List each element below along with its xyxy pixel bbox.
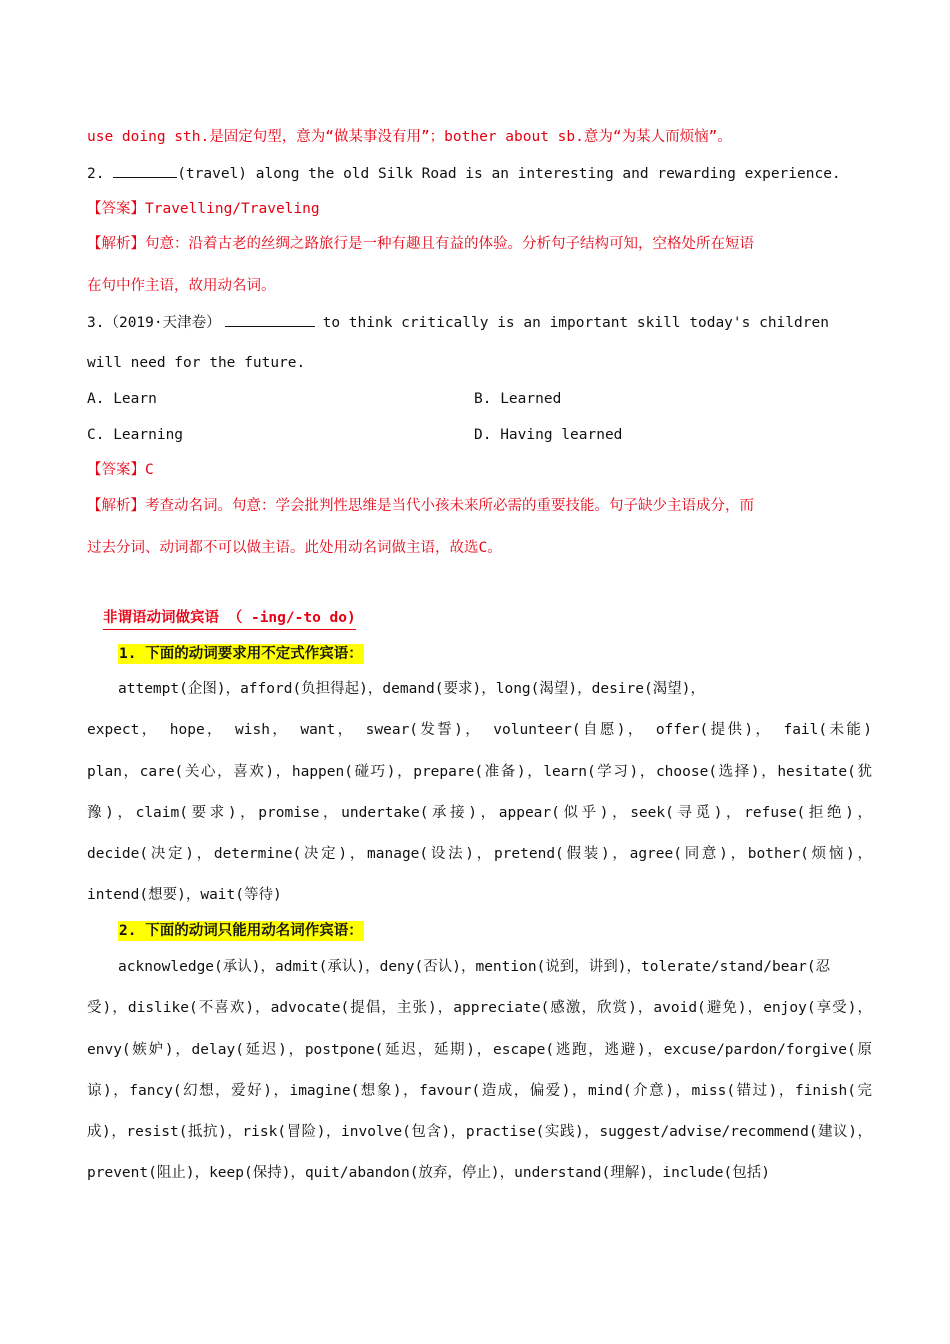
question-3 xyxy=(87,312,872,334)
q1-analysis-tail: use doing sth.是固定句型，意为“做某事没有用”；bother about sb.意为“为某人而烦恼”。 xyxy=(87,129,732,145)
subheading-gerund: 2. 下面的动词只能用动名词作宾语： xyxy=(119,923,363,939)
q2-analysis-line-2: 在句中作主语，故用动名词。 xyxy=(87,278,276,294)
q3-text: to think critically is an important skill today's children xyxy=(322,315,829,331)
q3-blank xyxy=(225,312,315,327)
gerund-verbs-line-2: 受)，dislike(不喜欢)，advocate(提倡，主张)，appreciate(感激，欣赏)，avoid(避免)，enjoy(享受)， xyxy=(87,1000,872,1016)
q2-number: 2. xyxy=(87,166,105,182)
q2-blank xyxy=(113,163,177,178)
subheading-infinitive: 1. 下面的动词要求用不定式作宾语： xyxy=(119,646,363,662)
gerund-verbs-line-3: envy(嫉妒)，delay(延迟)，postpone(延迟，延期)，escape(逃跑，逃避)，excuse/pardon/forgive(原 xyxy=(87,1042,872,1058)
infinitive-verbs-line-1: attempt(企图)，afford(负担得起)，demand(要求)，long(渴望)，desire(渴望)， xyxy=(118,681,705,697)
q3-option-c: C. Learning xyxy=(87,427,184,443)
q3-answer: 【答案】C xyxy=(87,462,154,478)
q3-number: 3.（2019·天津卷） xyxy=(87,315,221,331)
infinitive-verbs-line-2: expect， hope， wish， want， swear(发誓)， volunteer(自愿)， offer(提供)， fail(未能) xyxy=(87,722,872,738)
gerund-verbs-line-5: 成)，resist(抵抗)，risk(冒险)，involve(包含)，practise(实践)，suggest/advise/recommend(建议)， xyxy=(87,1124,872,1140)
q3-option-a: A. Learn xyxy=(87,391,157,407)
q2-answer: 【答案】Travelling/Traveling xyxy=(87,201,320,217)
gerund-verbs-line-1: acknowledge(承认)，admit(承认)，deny(否认)，mention(说到，讲到)，tolerate/stand/bear(忍 xyxy=(118,959,831,975)
q3-text-line-2: will need for the future. xyxy=(87,355,306,371)
q3-analysis-line-2: 过去分词、动词都不可以做主语。此处用动名词做主语，故选C。 xyxy=(87,540,502,556)
section-title: 非谓语动词做宾语 （ -ing/-to do) xyxy=(103,608,356,630)
question-2 xyxy=(87,163,872,185)
gerund-verbs-line-6: prevent(阻止)，keep(保持)，quit/abandon(放弃，停止)，understand(理解)，include(包括) xyxy=(87,1165,770,1181)
infinitive-verbs-line-6: intend(想要)，wait(等待) xyxy=(87,887,282,903)
q3-option-b: B. Learned xyxy=(474,391,562,407)
q2-analysis-line-1: 【解析】句意：沿着古老的丝绸之路旅行是一种有趣且有益的体验。分析句子结构可知，空格处所在短语 xyxy=(87,236,754,252)
infinitive-verbs-line-5: decide(决定)，determine(决定)，manage(设法)，pretend(假装)，agree(同意)，bother(烦恼)， xyxy=(87,846,872,862)
infinitive-verbs-line-4: 豫)，claim(要求)，promise，undertake(承接)，appear(似乎)，seek(寻觅)，refuse(拒绝)， xyxy=(87,805,872,821)
q2-text: (travel) along the old Silk Road is an interesting and rewarding experience. xyxy=(177,166,841,182)
q3-analysis-line-1: 【解析】考查动名词。句意：学会批判性思维是当代小孩未来所必需的重要技能。句子缺少主语成分，而 xyxy=(87,498,754,514)
infinitive-verbs-line-3: plan，care(关心，喜欢)，happen(碰巧)，prepare(准备)，learn(学习)，choose(选择)，hesitate(犹 xyxy=(87,764,872,780)
gerund-verbs-line-4: 谅)，fancy(幻想，爱好)，imagine(想象)，favour(造成，偏爱)，mind(介意)，miss(错过)，finish(完 xyxy=(87,1083,872,1099)
q3-option-d: D. Having learned xyxy=(474,427,623,443)
